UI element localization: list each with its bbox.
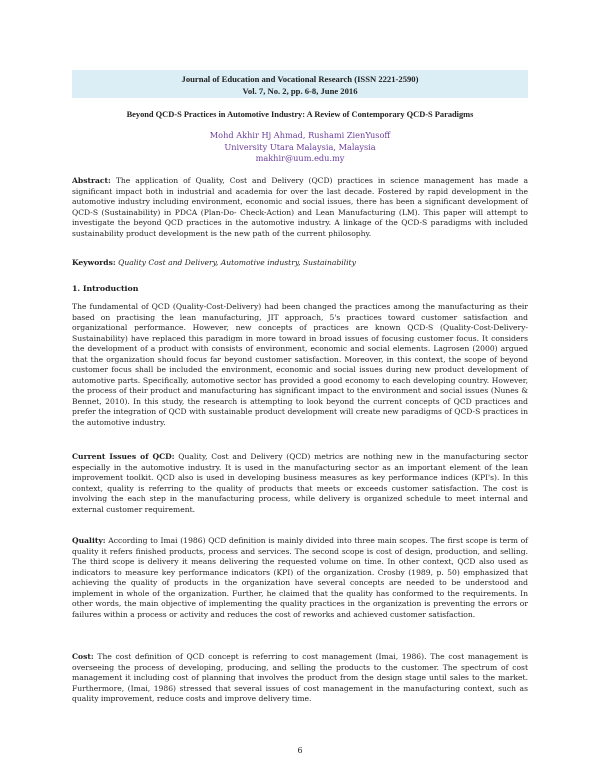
- paper-title: Beyond QCD-S Practices in Automotive Industry: A Review of Contemporary QCD-S Paradigms: [126, 110, 474, 119]
- current-issues-paragraph: [72, 452, 528, 515]
- author-names: Mohd Akhir Hj Ahmad, Rushami ZienYusoff: [209, 130, 391, 140]
- quality-text: According to Imai (1986) QCD definition is mainly divided into three main scopes. The first scope is term of quality it refers finished products, process and services. The second scope is cost of design, production, and selling. The third scope is delivery it means delivering the requested volume on time. In other context, QCD also used as indicators to measure key performance indicators (KPI) of the organization. Crosby (1989, p. 50) emphasized that achieving the quality of products in the organization have several concepts are needed to be understood and implement in whole of the organization. Further, he claimed that the quality has conformed to the requirements. In other words, the main objective of implementing the quality practices in the organization is preventing the errors or failures within a process or activity and reduces the cost of reworks and achieved customer satisfaction.: [72, 536, 528, 619]
- section-heading-text: 1. Introduction: [72, 284, 139, 293]
- quality-paragraph: [72, 536, 528, 620]
- keywords-text: Quality Cost and Delivery, Automotive industry, Sustainability: [118, 258, 356, 267]
- author-email: makhir@uum.edu.my: [255, 153, 345, 163]
- abstract-text: The application of Quality, Cost and Delivery (QCD) practices in science management has made a significant impact both in industrial and academia for over the last decade. Fostered by rapid development in the automotive industry including environment, economic and social issues, there has been a significant development of QCD-S (Sustainability) in PDCA (Plan-Do- Check-Action) and Lean Manufacturing (LM). This paper will attempt to investigate the beyond QCD practices in the automotive industry. A linkage of the QCD-S paradigms with included sustainability product development is the new path of the current philosophy.: [72, 176, 528, 238]
- quality-label: Quality:: [72, 536, 106, 545]
- author-block: [72, 130, 528, 165]
- introduction-paragraph: [72, 302, 528, 428]
- journal-volume: Vol. 7, No. 2, pp. 6-8, June 2016: [242, 86, 358, 96]
- introduction-text: The fundamental of QCD (Quality-Cost-Delivery) had been changed the practices among the manufacturing as their based on practising the lean manufacturing, JIT approach, 5's practices toward customer satisfaction and organizational performance. However, new concepts of practices are known QCD-S (Quality-Cost-Delivery-Sustainability) have replaced this paradigm in more toward in broad issues of focusing customer focus. It considers the development of a product with consists of environment, economic and social elements. Lagrosen (2000) argued that the organization should focus far beyond customer satisfaction. Moreover, in this context, the scope of beyond customer focus shall be included the environment, economic and social issues during new product development of automotive parts. Specifically, automotive sector has provided a good economy to each developing country. However, the process of their product and manufacturing has significant impact to the environment and social issues (Nunes & Bennet, 2010). In this study, the research is attempting to look beyond the current concepts of QCD practices and prefer the integration of QCD with sustainable product development will create new paradigms of QCD-S practices in the automotive industry.: [72, 302, 528, 427]
- cost-label: Cost:: [72, 652, 94, 661]
- keywords: [72, 258, 528, 269]
- current-issues-text: Quality, Cost and Delivery (QCD) metrics are nothing new in the manufacturing sector especially in the automotive industry. It is used in the manufacturing sector as an important element of the lean improvement toolkit. QCD also is used in developing business measures as key performance indices (KPI's). In this context, quality is referring to the quality of products that meets or exceeds customer satisfaction. The cost is involving the each step in the manufacturing process, while delivery is organized schedule to meet internal and external customer requirement.: [72, 452, 529, 514]
- abstract: [72, 176, 528, 239]
- abstract-label: Abstract:: [72, 176, 111, 185]
- cost-paragraph: [72, 652, 528, 705]
- section-heading-introduction: [72, 284, 528, 295]
- page-number: 6: [297, 746, 303, 755]
- journal-title: Journal of Education and Vocational Research (ISSN 2221-2590): [181, 74, 419, 84]
- cost-text: The cost definition of QCD concept is referring to cost management (Imai, 1986). The cost management is overseeing the process of developing, producing, and selling the products to the customer. The spectrum of cost management it including cost of planning that involves the product from the design stage until sales to the market. Furthermore, (Imai, 1986) stressed that several issues of cost management in the manufacturing context, such as quality improvement, reduce costs and improve delivery time.: [72, 652, 528, 703]
- author-affiliation: University Utara Malaysia, Malaysia: [224, 141, 376, 152]
- keywords-label: Keywords:: [72, 258, 116, 267]
- journal-header: [72, 70, 528, 98]
- current-issues-label: Current Issues of QCD:: [72, 452, 175, 461]
